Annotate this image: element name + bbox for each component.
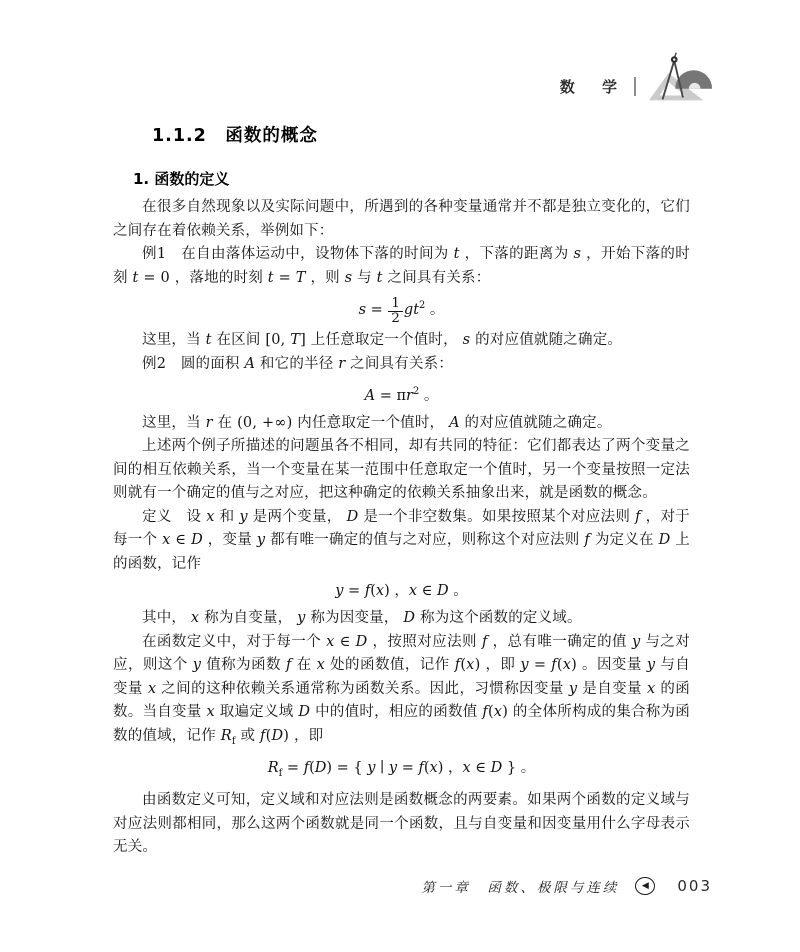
paragraph-function-value: 在函数定义中，对于每一个 x ∈ D ，按照对应法则 f ，总有唯一确定的值 y 与之对应，则这个 y 值称为函数 f 在 x 处的函数值，记作 f(x) ，即 y = f(x) 。因变量 y 与自变量 x 之间的这种依赖关系通常称为函数关系。因此，习惯称因变量 y 是自变量 x 的函数。当自变量 x 取遍定义域 D 中的值时，相应的函数值 f(x) 的全体所构成的集合称为函数的值域，记作 $R_f$ 或 f(D) ，即 [113,633,690,747]
page-header [0,50,716,108]
section-title: 1.1.2 函数的概念 [152,126,318,146]
header-subject-label: 数 学 [559,77,628,96]
footer-chapter-label: 第一章 函数、极限与连续 [421,880,620,896]
paragraph-terms: 其中， x 称为自变量， y 称为因变量， D 称为这个函数的定义域。 [142,610,582,627]
paragraph-example2: 例2 圆的面积 A 和它的半径 r 之间具有关系： [142,355,454,372]
paragraph-common-feature: 上述两个例子所描述的问题虽各不相同，却有共同的特征：它们都表达了两个变量之间的相互依赖关系，当一个变量在某一范围中任意取定一个值时，另一个变量按照一定法则就有一个确定的值与之对应，把这种确定的依赖关系抽象出来，就是函数的概念。 [113,438,690,502]
paragraph-example1: 例1 在自由落体运动中，设物体下落的时间为 t ，下落的距离为 s ，开始下落的时刻 t = 0 ，落地的时刻 t = T ，则 s 与 t 之间具有关系： [113,246,690,286]
paragraph-definition: 定义 设 x 和 y 是两个变量， D 是一个非空数集。如果按照某个对应法则 f ，对于每一个 x ∈ D ，变量 y 都有唯一确定的值与之对应，则称这个对应法则 f 为定义在 D 上的函数，记作 [113,508,691,572]
formula-function-notation: y = f(x) ，x ∈ D 。 [335,583,468,600]
subsection-heading: 1. 函数的定义 [133,170,230,188]
paragraph-example1-note: 这里，当 t 在区间 [0, T] 上任意取定一个值时， s 的对应值就随之确定。 [142,332,623,349]
page-footer [421,876,712,896]
paragraph-example2-note: 这里，当 r 在 (0, +∞) 内任意取定一个值时， A 的对应值就随之确定。 [142,414,612,431]
page-number: 003 [677,877,712,895]
formula-free-fall: s = $\frac{1}{2}$ $gt^2$ 。 [358,296,445,327]
back-triangle-icon: ◀ [635,877,655,895]
geometry-tools-logo-icon [648,50,716,108]
formula-circle-area: $A = \pi r^2$ 。 [364,386,439,404]
page-content [113,122,690,860]
header-divider [634,77,636,96]
paragraph-intro: 在很多自然现象以及实际问题中，所遇到的各种变量通常并不都是独立变化的，它们之间存在着依赖关系，举例如下： [113,199,690,239]
paragraph-two-elements: 由函数定义可知，定义域和对应法则是函数概念的两要素。如果两个函数的定义域与对应法则都相同，那么这两个函数就是同一个函数，且与自变量和因变量用什么字母表示无关。 [113,792,690,856]
formula-range: $R_f = f(D)$ = { y ∣ y = f(x) ，x ∈ D } 。 [267,760,536,780]
